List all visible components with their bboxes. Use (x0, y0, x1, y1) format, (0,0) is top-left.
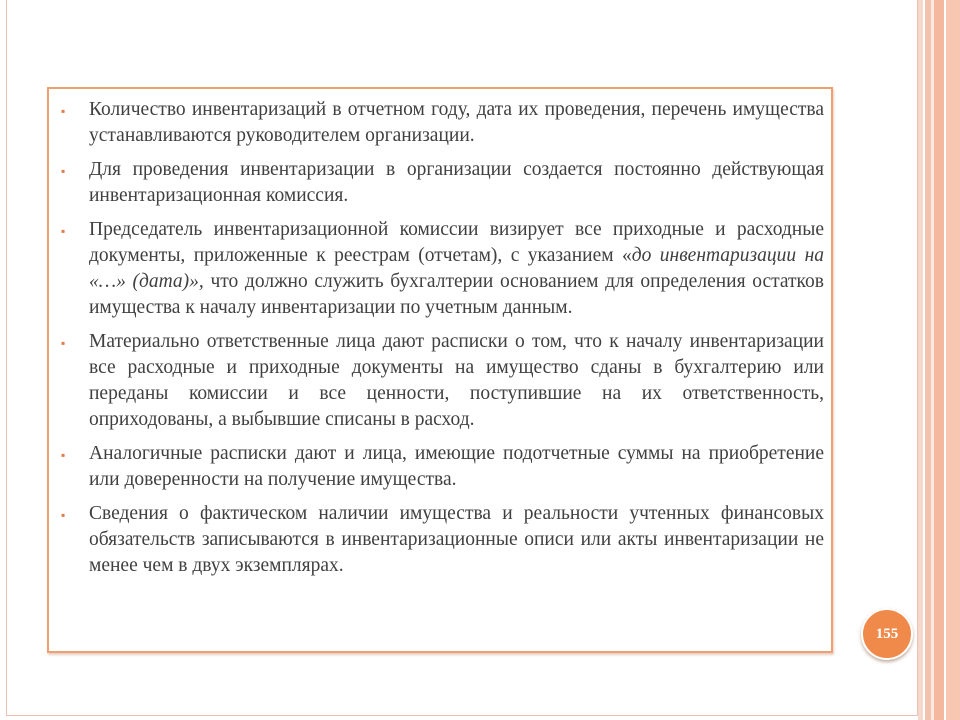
bullet-list (61, 97, 824, 587)
decorative-side-stripes (918, 0, 960, 720)
bullet-item (61, 441, 824, 493)
bullet-text: Аналогичные расписки дают и лица, имеющие подотчетные суммы на приобретение или доверенности на получение имущества. (89, 443, 824, 490)
bullet-text: Количество инвентаризаций в отчетном году, дата их проведения, перечень имущества устанавливаются руководителем организации. (89, 99, 824, 146)
bullet-text: Для проведения инвентаризации в организации создается постоянно действующая инвентаризационная комиссия. (89, 159, 824, 206)
bullet-item (61, 97, 824, 149)
bullet-item (61, 157, 824, 209)
bullet-icon: ▪ (61, 104, 66, 118)
bullet-icon: ▪ (61, 508, 66, 522)
bullet-text: Материально ответственные лица дают расписки о том, что к началу инвентаризации все расходные и приходные документы на имущество сданы в бухгалтерию или переданы комиссии и все ценности, поступившие на их ответственность, оприходованы, а выбывшие списаны в расход. (89, 331, 824, 430)
content-box (47, 87, 833, 653)
bullet-text-before: Председатель инвентаризационной комиссии визирует все приходные и расходные документы, приложенные к реестрам (отчетам), с указанием « (89, 219, 824, 266)
bullet-text-italic: до инвентаризации на «…» (дата)», (89, 245, 824, 292)
bullet-text-after: что должно служить бухгалтерии основанием для определения остатков имущества к началу инвентаризации по учетным данным. (89, 271, 824, 318)
bullet-item (61, 329, 824, 433)
bullet-text: Сведения о фактическом наличии имущества и реальности учтенных финансовых обязательств записываются в инвентаризационные описи или акты инвентаризации не менее чем в двух экземплярах. (89, 503, 824, 576)
bullet-icon: ▪ (61, 448, 66, 462)
bullet-item (61, 501, 824, 579)
bullet-icon: ▪ (61, 336, 66, 350)
page-number-badge: 155 (861, 608, 913, 660)
bullet-icon: ▪ (61, 164, 66, 178)
bullet-icon: ▪ (61, 224, 66, 238)
bullet-item (61, 217, 824, 321)
